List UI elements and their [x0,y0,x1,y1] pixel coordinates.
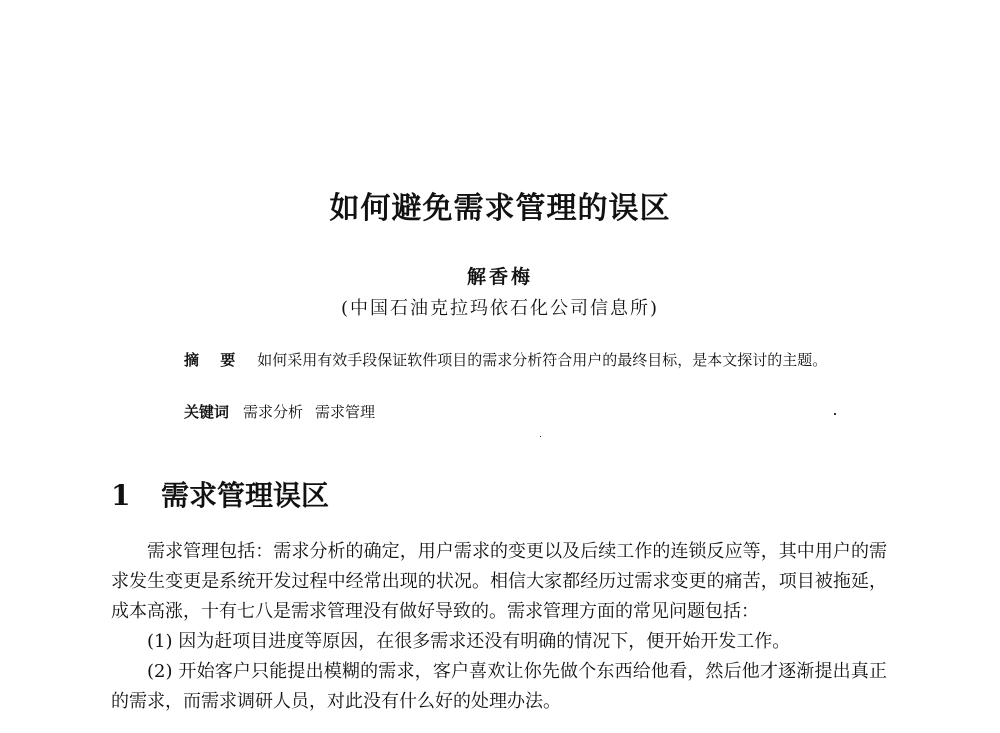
keyword-item: 需求分析 [243,403,304,421]
abstract [152,349,852,372]
paper-title: 如何避免需求管理的误区 [329,191,671,226]
scan-speck [834,413,836,415]
list-item: (1) 因为赶项目进度等原因，在很多需求还没有明确的情况下，便开始开发工作。 [147,631,791,652]
keywords-label: 关键词 [184,403,230,421]
keywords [184,401,387,422]
abstract-label: 摘 要 [184,351,244,369]
section-heading [111,474,329,514]
abstract-paragraph [152,349,852,372]
list-item: (2) 开始客户只能提出模糊的需求，客户喜欢让你先做个东西给他看，然后他才逐渐提出真正的需求，而需求调研人员，对此没有什么好的处理办法。 [111,661,887,712]
body-text [111,537,887,717]
author-affiliation: (中国石油克拉玛依石化公司信息所) [340,298,660,319]
section-number: 1 [111,479,131,512]
body-paragraph: 需求管理包括：需求分析的确定，用户需求的变更以及后续工作的连锁反应等，其中用户的需求发生变更是系统开发过程中经常出现的状况。相信大家都经历过需求变更的痛苦，项目被拖延，成本高涨，十有七八是需求管理没有做好导致的。需求管理方面的常见问题包括： [111,541,887,622]
scan-speck [540,436,541,437]
author-name: 解香梅 [466,266,533,288]
abstract-text: 如何采用有效手段保证软件项目的需求分析符合用户的最终目标，是本文探讨的主题。 [257,351,828,369]
section-title: 需求管理误区 [161,479,330,512]
keyword-item: 需求管理 [315,403,376,421]
